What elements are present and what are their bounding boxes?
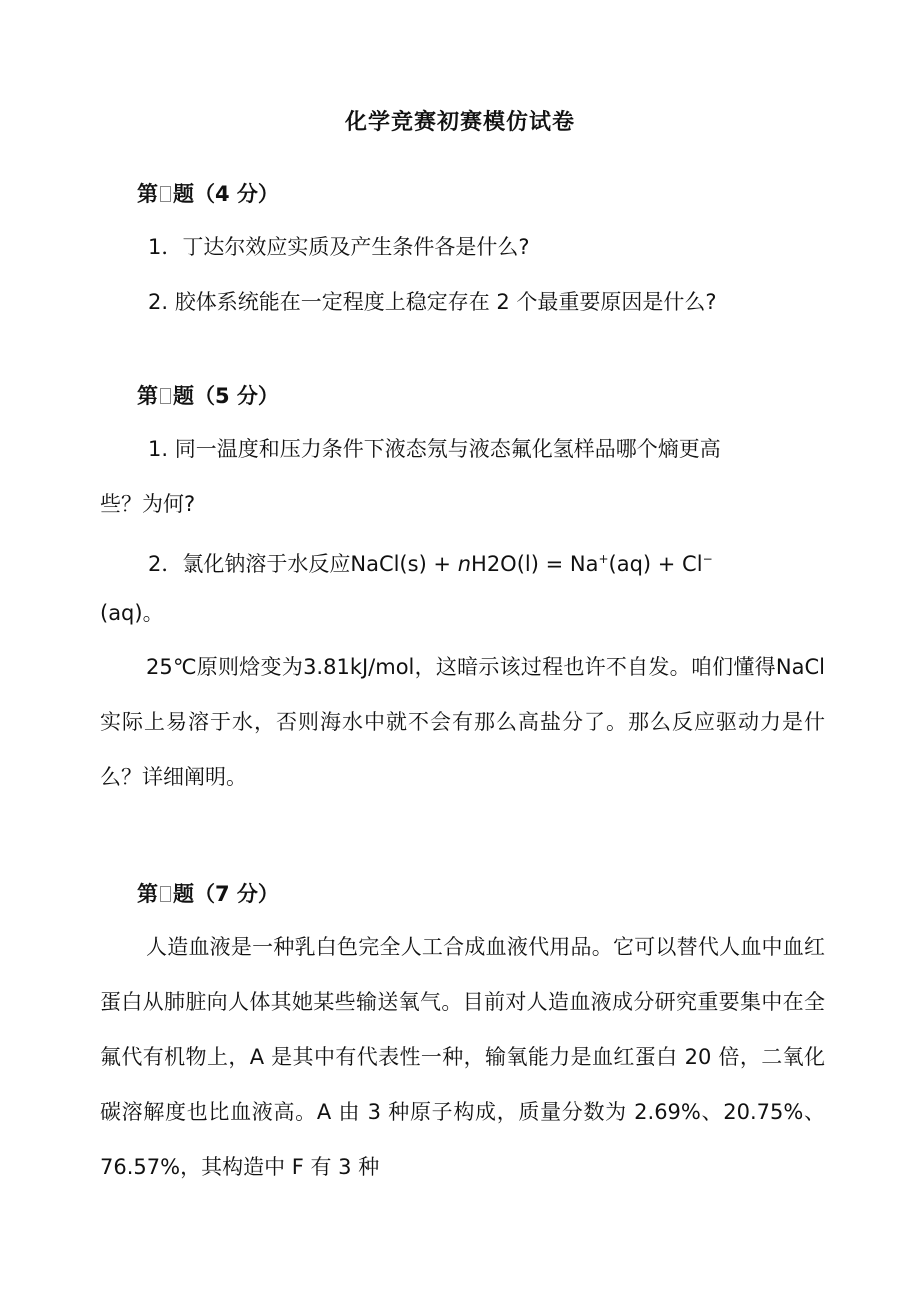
- question-2-item-1-line-2: 些？为何?: [100, 492, 196, 516]
- question-2-item-1-line-1: 1. 同一温度和压力条件下液态氖与液态氟化氢样品哪个熵更高: [148, 437, 721, 461]
- question-1-heading-post: 题（4 分）: [173, 182, 279, 206]
- question-2-heading-pre: 第: [137, 384, 158, 408]
- missing-glyph-icon: [160, 886, 171, 902]
- question-1-heading-pre: 第: [137, 182, 158, 206]
- equation-sup-plus: +: [598, 552, 609, 566]
- question-3-heading-post: 题（7 分）: [173, 882, 279, 906]
- question-2-item-2-line-2: (aq)。: [100, 601, 164, 625]
- question-1-heading: [137, 178, 279, 208]
- equation-n: n: [457, 552, 472, 576]
- equation-sup-minus: −: [702, 552, 713, 566]
- missing-glyph-icon: [160, 388, 171, 404]
- equation-part-a: 2．氯化钠溶于水反应NaCl(s) +: [148, 552, 458, 576]
- question-3-paragraph: [100, 920, 825, 1195]
- question-2-heading-post: 题（5 分）: [173, 384, 279, 408]
- question-2-item-2-line-1: [148, 544, 873, 579]
- question-3-paragraph-text: 人造血液是一种乳白色完全人工合成血液代用品。它可以替代人血中血红蛋白从肺脏向人体其她某些输送氧气。目前对人造血液成分研究重要集中在全氟代有机物上，A 是其中有代表性一种，输氧能力是血红蛋白 20 倍，二氧化碳溶解度也比血液高。A 由 3 种原子构成，质量分数为 2.69%、20.75%、76.57%，其构造中 F 有 3 种: [100, 935, 825, 1179]
- missing-glyph-icon: [160, 186, 171, 202]
- question-1-item-2: 2. 胶体系统能在一定程度上稳定存在 2 个最重要原因是什么?: [148, 290, 717, 314]
- question-2-paragraph: [100, 640, 825, 805]
- equation-part-b: H2O(l) = Na: [471, 552, 599, 576]
- page-title: 化学竞赛初赛模仿试卷: [344, 110, 575, 135]
- equation-part-c: (aq) + Cl: [608, 552, 703, 576]
- question-2-paragraph-text: 25℃原则焓变为3.81kJ/mol，这暗示该过程也许不自发。咱们懂得NaCl实际上易溶于水，否则海水中就不会有那么高盐分了。那么反应驱动力是什么？详细阐明。: [100, 655, 825, 789]
- question-3-heading: [137, 878, 279, 908]
- question-2-heading: [137, 380, 279, 410]
- question-1-item-1: 1．丁达尔效应实质及产生条件各是什么?: [148, 235, 530, 259]
- question-3-heading-pre: 第: [137, 882, 158, 906]
